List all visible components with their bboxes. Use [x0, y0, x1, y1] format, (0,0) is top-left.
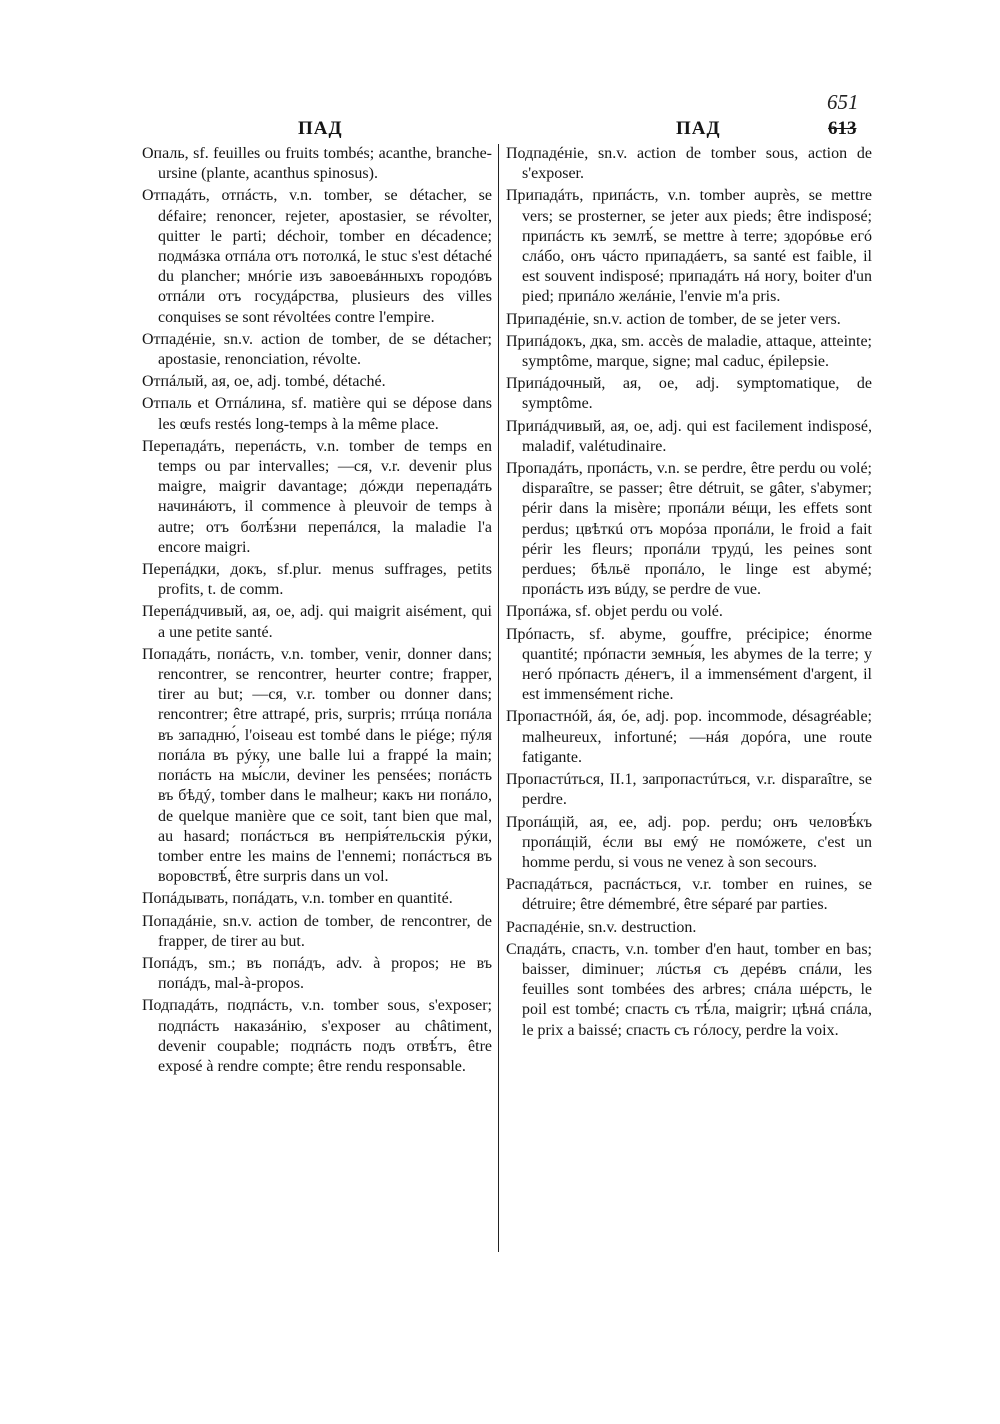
dictionary-entry: Распадáться, распáсться, v.r. tomber en ruines, se détruire; être démembré, être séparé par parties.: [506, 876, 872, 914]
dictionary-entry: Подпадéніе, sn.v. action de tomber sous, action de s'exposer.: [506, 145, 872, 183]
dictionary-entry: Пропáщій, ая, ее, adj. pop. perdu; онъ человѣ́къ пропáщій, éсли вы емý не помóжете, c'est un homme perdu, si vous ne venez à son secours.: [506, 813, 872, 871]
dictionary-entry: Отпадáть, отпáсть, v.n. tomber, se détacher, se défaire; renoncer, rejeter, apostasier, se révolter, quitter le parti; déchoir, tomber en décadence; подмáзка отпáла отъ потолкá, le stuc s'est détaché du plancher; мнóгіе изъ завоевáнныхъ городóвъ отпáли отъ госудáрства, plusieurs des villes conquises se sont révoltées contre l'empire.: [142, 187, 492, 326]
dictionary-entry: Спадáть, спасть, v.n. tomber d'en haut, tomber en bas; baisser, diminuer; лúстья съ дерéвъ спáли, les feuilles sont tombées des arbres; спáла шéрсть, le poil est tombé; спасть съ тѣ́ла, maigrir; цѣнá спáла, le prix a baissé; спасть съ гóлосу, perdre la voix.: [506, 940, 872, 1039]
dictionary-entry: Пропáжа, sf. objet perdu ou volé.: [506, 603, 723, 621]
dictionary-entry: Попáдывать, попáдать, v.n. tomber en quantité.: [142, 890, 453, 908]
dictionary-entry: Припáдокъ, дка, sm. accès de maladie, attaque, atteinte; symptôme, marque, signe; mal caduc, épilepsie.: [506, 332, 872, 371]
dictionary-entry: Опаль, sf. feuilles ou fruits tombés; acanthe, branche-ursine (plante, acanthus spinosus).: [142, 145, 492, 183]
printed-page-number: 613: [828, 118, 857, 139]
dictionary-entry: Припáдчивый, ая, ое, adj. qui est facilement indisposé, maladif, valétudinaire.: [506, 417, 872, 455]
left-column: [142, 144, 492, 1079]
right-column: [506, 144, 872, 1043]
dictionary-entry: Отпаль et Отпáлина, sf. matière qui se dépose dans les œufs restés long-temps à la même place.: [142, 395, 492, 433]
dictionary-entry: Припáдочный, ая, ое, adj. symptomatique, de symptôme.: [506, 375, 872, 413]
dictionary-entry: Прóпасть, sf. abyme, gouffre, précipice; énorme quantité; прóпасти земны́я, les abymes de la terre; у негó прóпасть дéнегъ, il a immensément d'argent, il est immensément riche.: [506, 625, 872, 704]
dictionary-entry: Попáдъ, sm.; въ попáдъ, adv. à propos; не въ попáдъ, mal-à-propos.: [142, 954, 492, 993]
right-running-headword: ПАД: [676, 118, 721, 139]
dictionary-entry: Перепáдки, докъ, sf.plur. menus suffrages, petits profits, t. de comm.: [142, 561, 492, 599]
dictionary-entry: Припадéніе, sn.v. action de tomber, de se jeter vers.: [506, 310, 841, 328]
dictionary-entry: Попадáніе, sn.v. action de tomber, de rencontrer, de frapper, de tirer au but.: [142, 912, 492, 950]
dictionary-entry: Перепадáть, перепáсть, v.n. tomber de temps en temps ou par intervalles; —ся, v.r. devenir plus maigre, maigrir davantage; дóжди перепадáть начинáютъ, il commence à pleuvoir de temps à autre; отъ болѣ́зни перепáлся, la maladie l'a encore maigri.: [142, 437, 492, 556]
dictionary-entry: Отпадéніе, sn.v. action de tomber, de se détacher; apostasie, renonciation, révolte.: [142, 330, 492, 369]
column-divider: [498, 144, 499, 1252]
dictionary-entry: Распадéніе, sn.v. destruction.: [506, 918, 697, 936]
dictionary-entry: Пропастнóй, áя, óе, adj. pop. incommode, désagréable; malheureux, infortuné; —нáя дорóга, une route fatigante.: [506, 708, 872, 766]
dictionary-entry: Перепáдчивый, ая, ое, adj. qui maigrit aisément, qui a une petite santé.: [142, 603, 492, 641]
dictionary-entry: Подпадáть, подпáсть, v.n. tomber sous, s'exposer; подпáсть наказáнію, s'exposer au châtiment, devenir coupable; подпáсть подъ отвѣ́тъ, être exposé à rendre compte; être rendu responsable.: [142, 997, 492, 1075]
dictionary-entry: Попадáть, попáсть, v.n. tomber, venir, donner dans; rencontrer, se rencontrer, heurter contre; frapper, tirer au but; —ся, v.r. tomber ou donner dans; rencontrer; être attrapé, pris, surpris; птúца попáла въ западню́, l'oiseau est tombé dans le piége; пýля попáла въ рýку, une balle lui a frappé la main; попáсть на мы́сли, deviner les pensées; попáсть въ бѣдý, tomber dans le malheur; какъ ни попáло, de quelque manière que ce soit, tant bien que mal, au hasard; попáсться въ непрія́тельскія рýки, tomber entre les mains de l'ennemi; попáсться въ воровствѣ́, être surpris dans un vol.: [142, 645, 492, 886]
dictionary-entry: Припадáть, припáсть, v.n. tomber auprès, se mettre vers; se prosterner, se jeter aux pieds; être indisposé; припáсть къ землѣ́, se mettre à terre; здорóвье егó слáбо, онъ чáсто припадáетъ, sa santé est faible, il est souvent indisposé; припадáть нá ногу, boiter d'un pied; припáло желáніе, l'envie m'a pris.: [506, 187, 872, 306]
handwritten-page-number: 651: [827, 90, 859, 114]
dictionary-entry: Отпáлый, ая, ое, adj. tombé, détaché.: [142, 373, 386, 391]
dictionary-entry: Пропадáть, пропáсть, v.n. se perdre, être perdu ou volé; disparaître, se passer; être détruit, se gâter, s'abymer; périr dans la misère; пропáли вéщи, les effets sont perdus; цвѣткú отъ морóза пропáли, le froid a fait périr les fleurs; пропáли трудú, les peines sont perdues; бѣльё пропáло, le linge est abymé; пропáсть изъ вúду, se perdre de vue.: [506, 460, 872, 599]
dictionary-entry: Пропастúться, II.1, запропастúться, v.r. disparaître, se perdre.: [506, 771, 872, 809]
left-running-headword: ПАД: [298, 118, 343, 139]
